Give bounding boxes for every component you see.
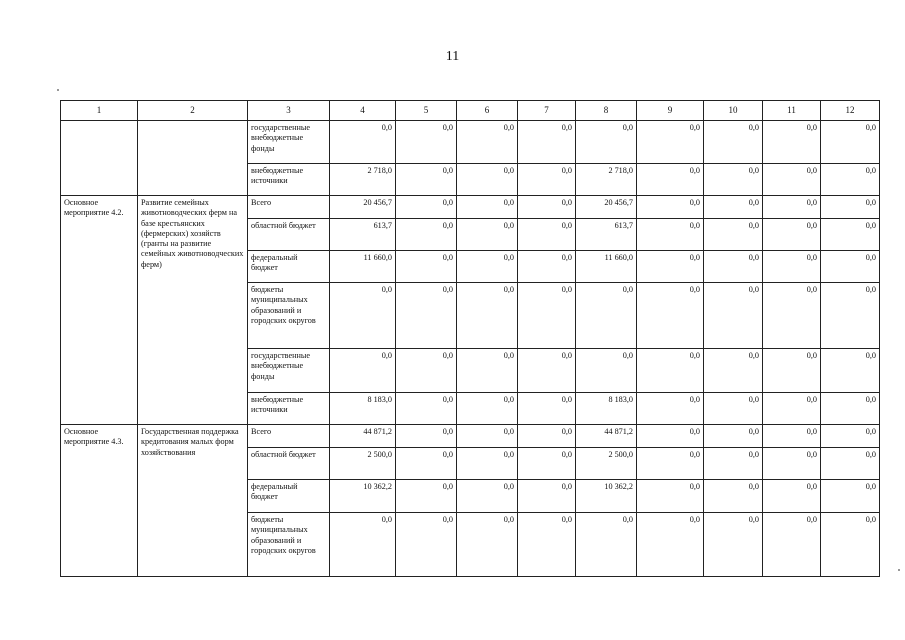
funding-source-cell: областной бюджет	[248, 219, 330, 251]
value-cell: 0,0	[763, 349, 821, 393]
value-cell: 0,0	[763, 448, 821, 480]
value-cell: 0,0	[457, 513, 518, 577]
value-cell: 0,0	[637, 196, 704, 219]
value-cell: 0,0	[457, 283, 518, 349]
value-cell: 0,0	[704, 349, 763, 393]
value-cell: 44 871,2	[576, 425, 637, 448]
value-cell: 0,0	[637, 164, 704, 196]
value-cell: 0,0	[763, 196, 821, 219]
funding-source-cell: внебюджетные источники	[248, 164, 330, 196]
scan-speck	[898, 569, 900, 571]
activity-cell: Основное мероприятие 4.3.	[61, 425, 138, 577]
value-cell: 8 183,0	[330, 393, 396, 425]
table-row	[61, 196, 880, 219]
value-cell: 0,0	[518, 425, 576, 448]
value-cell: 0,0	[518, 349, 576, 393]
value-cell: 0,0	[821, 283, 880, 349]
value-cell: 11 660,0	[576, 251, 637, 283]
value-cell: 0,0	[763, 283, 821, 349]
value-cell: 0,0	[637, 393, 704, 425]
header-cell: 1	[61, 101, 138, 121]
funding-source-cell: государственные внебюджетные фонды	[248, 121, 330, 164]
value-cell: 0,0	[763, 425, 821, 448]
header-cell: 10	[704, 101, 763, 121]
value-cell: 0,0	[518, 251, 576, 283]
value-cell: 0,0	[637, 480, 704, 513]
value-cell: 0,0	[821, 513, 880, 577]
value-cell: 0,0	[821, 425, 880, 448]
value-cell: 0,0	[704, 513, 763, 577]
value-cell: 0,0	[704, 448, 763, 480]
value-cell: 0,0	[821, 251, 880, 283]
value-cell: 0,0	[518, 164, 576, 196]
value-cell: 0,0	[704, 480, 763, 513]
value-cell: 0,0	[330, 349, 396, 393]
value-cell: 0,0	[518, 283, 576, 349]
value-cell: 0,0	[457, 448, 518, 480]
header-cell: 6	[457, 101, 518, 121]
header-cell: 4	[330, 101, 396, 121]
value-cell: 0,0	[637, 448, 704, 480]
funding-source-cell: областной бюджет	[248, 448, 330, 480]
value-cell: 0,0	[704, 251, 763, 283]
value-cell: 0,0	[763, 251, 821, 283]
funding-source-cell: бюджеты муниципальных образований и городских округов	[248, 513, 330, 577]
value-cell: 0,0	[576, 121, 637, 164]
header-cell: 7	[518, 101, 576, 121]
value-cell: 0,0	[396, 393, 457, 425]
value-cell: 0,0	[396, 425, 457, 448]
value-cell: 0,0	[330, 513, 396, 577]
value-cell: 20 456,7	[576, 196, 637, 219]
value-cell: 0,0	[576, 349, 637, 393]
funding-source-cell: бюджеты муниципальных образований и городских округов	[248, 283, 330, 349]
value-cell: 0,0	[396, 121, 457, 164]
value-cell: 0,0	[637, 513, 704, 577]
funding-source-cell: государственные внебюджетные фонды	[248, 349, 330, 393]
value-cell: 0,0	[457, 251, 518, 283]
value-cell: 0,0	[396, 283, 457, 349]
value-cell: 0,0	[821, 349, 880, 393]
value-cell: 0,0	[330, 283, 396, 349]
value-cell: 0,0	[821, 164, 880, 196]
table-row	[61, 121, 880, 164]
value-cell: 0,0	[763, 164, 821, 196]
value-cell: 613,7	[330, 219, 396, 251]
value-cell: 2 718,0	[576, 164, 637, 196]
value-cell: 0,0	[763, 393, 821, 425]
funding-source-cell: федеральный бюджет	[248, 480, 330, 513]
value-cell: 0,0	[396, 219, 457, 251]
value-cell: 0,0	[704, 164, 763, 196]
value-cell: 0,0	[457, 349, 518, 393]
header-cell: 9	[637, 101, 704, 121]
funding-source-cell: Всего	[248, 425, 330, 448]
value-cell: 0,0	[637, 121, 704, 164]
description-cell	[138, 121, 248, 196]
activity-cell	[61, 121, 138, 196]
value-cell: 0,0	[518, 448, 576, 480]
value-cell: 0,0	[330, 121, 396, 164]
value-cell: 0,0	[396, 480, 457, 513]
value-cell: 0,0	[763, 219, 821, 251]
value-cell: 0,0	[518, 219, 576, 251]
header-cell: 8	[576, 101, 637, 121]
value-cell: 0,0	[518, 121, 576, 164]
funding-source-cell: Всего	[248, 196, 330, 219]
value-cell: 0,0	[396, 196, 457, 219]
value-cell: 0,0	[704, 219, 763, 251]
value-cell: 0,0	[763, 480, 821, 513]
value-cell: 0,0	[396, 251, 457, 283]
value-cell: 0,0	[457, 393, 518, 425]
description-cell: Развитие семейных животноводческих ферм на базе крестьянских (фермерских) хозяйств (гранты на развитие семейных животноводческих ферм)	[138, 196, 248, 425]
value-cell: 2 500,0	[576, 448, 637, 480]
value-cell: 0,0	[457, 164, 518, 196]
value-cell: 0,0	[576, 283, 637, 349]
value-cell: 0,0	[821, 393, 880, 425]
activity-cell: Основное мероприятие 4.2.	[61, 196, 138, 425]
value-cell: 2 718,0	[330, 164, 396, 196]
value-cell: 10 362,2	[576, 480, 637, 513]
header-cell: 5	[396, 101, 457, 121]
header-cell: 2	[138, 101, 248, 121]
table-row	[61, 425, 880, 448]
header-row	[61, 101, 880, 121]
value-cell: 0,0	[518, 513, 576, 577]
value-cell: 0,0	[637, 251, 704, 283]
value-cell: 0,0	[457, 196, 518, 219]
value-cell: 0,0	[518, 393, 576, 425]
value-cell: 0,0	[576, 513, 637, 577]
value-cell: 44 871,2	[330, 425, 396, 448]
value-cell: 0,0	[457, 219, 518, 251]
value-cell: 0,0	[396, 513, 457, 577]
value-cell: 0,0	[457, 121, 518, 164]
page-number: 11	[445, 49, 460, 64]
value-cell: 8 183,0	[576, 393, 637, 425]
value-cell: 0,0	[637, 219, 704, 251]
description-cell: Государственная поддержка кредитования малых форм хозяйствования	[138, 425, 248, 577]
header-cell: 12	[821, 101, 880, 121]
value-cell: 0,0	[704, 393, 763, 425]
funding-source-cell: федеральный бюджет	[248, 251, 330, 283]
value-cell: 613,7	[576, 219, 637, 251]
value-cell: 0,0	[457, 480, 518, 513]
value-cell: 0,0	[763, 121, 821, 164]
value-cell: 0,0	[457, 425, 518, 448]
value-cell: 0,0	[821, 121, 880, 164]
value-cell: 10 362,2	[330, 480, 396, 513]
value-cell: 0,0	[821, 196, 880, 219]
header-cell: 3	[248, 101, 330, 121]
value-cell: 0,0	[518, 196, 576, 219]
value-cell: 20 456,7	[330, 196, 396, 219]
value-cell: 0,0	[637, 283, 704, 349]
value-cell: 0,0	[396, 349, 457, 393]
value-cell: 0,0	[704, 425, 763, 448]
value-cell: 0,0	[821, 219, 880, 251]
value-cell: 0,0	[396, 448, 457, 480]
value-cell: 0,0	[637, 349, 704, 393]
value-cell: 0,0	[704, 121, 763, 164]
value-cell: 0,0	[396, 164, 457, 196]
value-cell: 2 500,0	[330, 448, 396, 480]
funding-source-cell: внебюджетные источники	[248, 393, 330, 425]
scan-speck	[57, 89, 59, 91]
value-cell: 0,0	[637, 425, 704, 448]
value-cell: 0,0	[763, 513, 821, 577]
value-cell: 0,0	[821, 480, 880, 513]
header-cell: 11	[763, 101, 821, 121]
value-cell: 0,0	[821, 448, 880, 480]
budget-table	[60, 100, 880, 577]
value-cell: 0,0	[518, 480, 576, 513]
value-cell: 0,0	[704, 196, 763, 219]
value-cell: 11 660,0	[330, 251, 396, 283]
value-cell: 0,0	[704, 283, 763, 349]
